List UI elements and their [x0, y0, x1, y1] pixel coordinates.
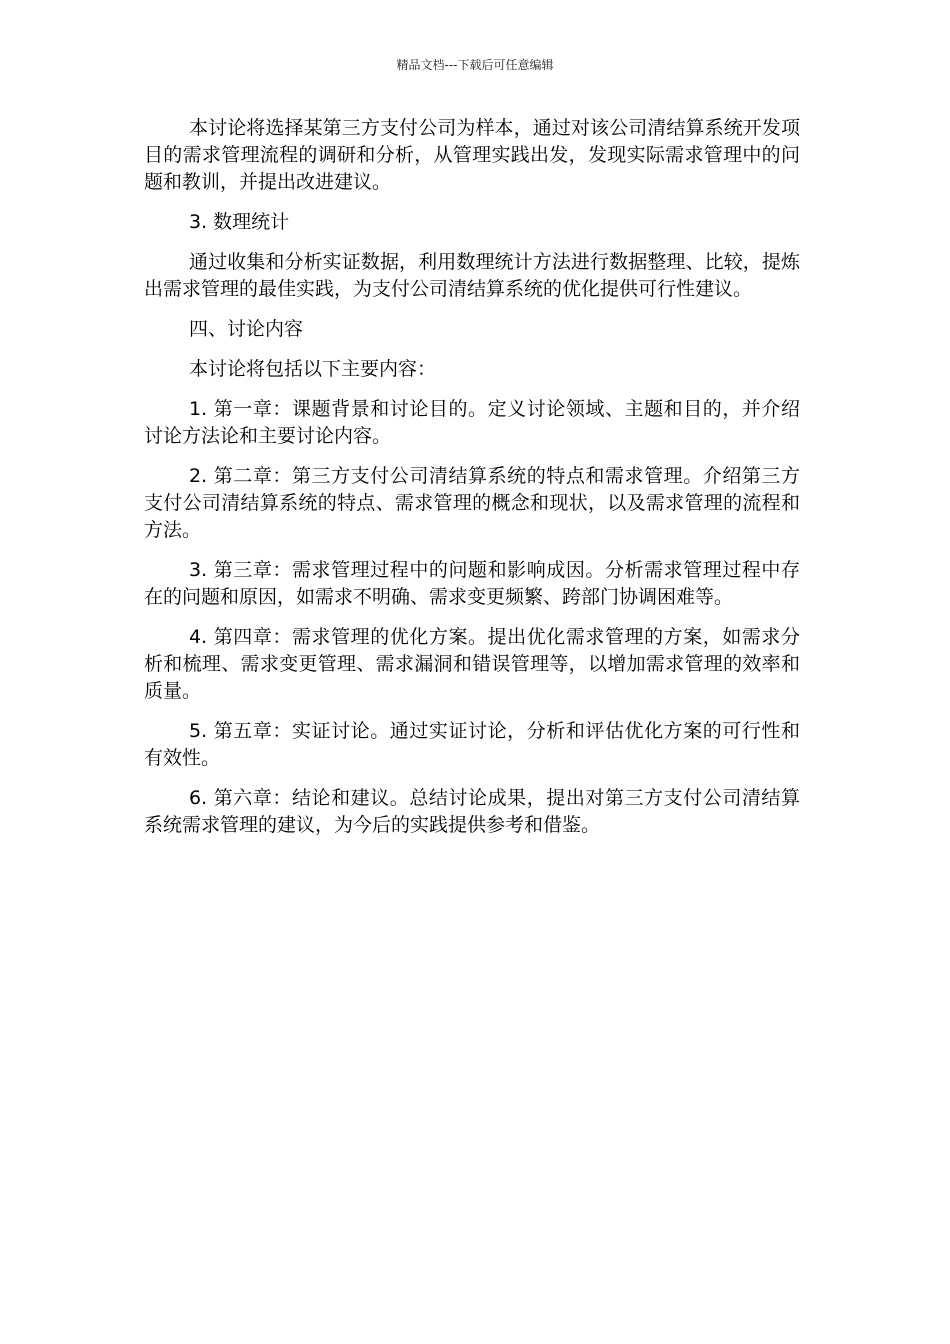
- chapter-3-item: 3. 第三章：需求管理过程中的问题和影响成因。分析需求管理过程中存在的问题和原因，如需求不明确、需求变更频繁、跨部门协调困难等。: [144, 559, 800, 608]
- chapter-4-item: 4. 第四章：需求管理的优化方案。提出优化需求管理的方案，如需求分析和梳理、需求变更管理、需求漏洞和错误管理等，以增加需求管理的效率和质量。: [144, 626, 800, 702]
- paragraph-sample-selection: 本讨论将选择某第三方支付公司为样本，通过对该公司清结算系统开发项目的需求管理流程的调研和分析，从管理实践出发，发现实际需求管理中的问题和教训，并提出改进建议。: [144, 117, 800, 193]
- chapter-6-item: 6. 第六章：结论和建议。总结讨论成果，提出对第三方支付公司清结算系统需求管理的建议，为今后的实践提供参考和借鉴。: [144, 787, 800, 836]
- heading-discussion-content: 四、讨论内容: [189, 318, 304, 340]
- document-body: [144, 115, 800, 852]
- heading-statistics: 3. 数理统计: [189, 211, 290, 233]
- chapter-5-item: 5. 第五章：实证讨论。通过实证讨论，分析和评估优化方案的可行性和有效性。: [144, 720, 800, 769]
- page-header: 精品文档---下载后可任意编辑: [396, 58, 554, 72]
- paragraph-content-intro: 本讨论将包括以下主要内容：: [189, 358, 437, 380]
- paragraph-statistics: 通过收集和分析实证数据，利用数理统计方法进行数据整理、比较，提炼出需求管理的最佳实践，为支付公司清结算系统的优化提供可行性建议。: [144, 251, 800, 300]
- chapter-2-item: 2. 第二章：第三方支付公司清结算系统的特点和需求管理。介绍第三方支付公司清结算系统的特点、需求管理的概念和现状，以及需求管理的流程和方法。: [144, 465, 800, 541]
- chapter-1-item: 1. 第一章：课题背景和讨论目的。定义讨论领域、主题和目的，并介绍讨论方法论和主要讨论内容。: [144, 398, 800, 447]
